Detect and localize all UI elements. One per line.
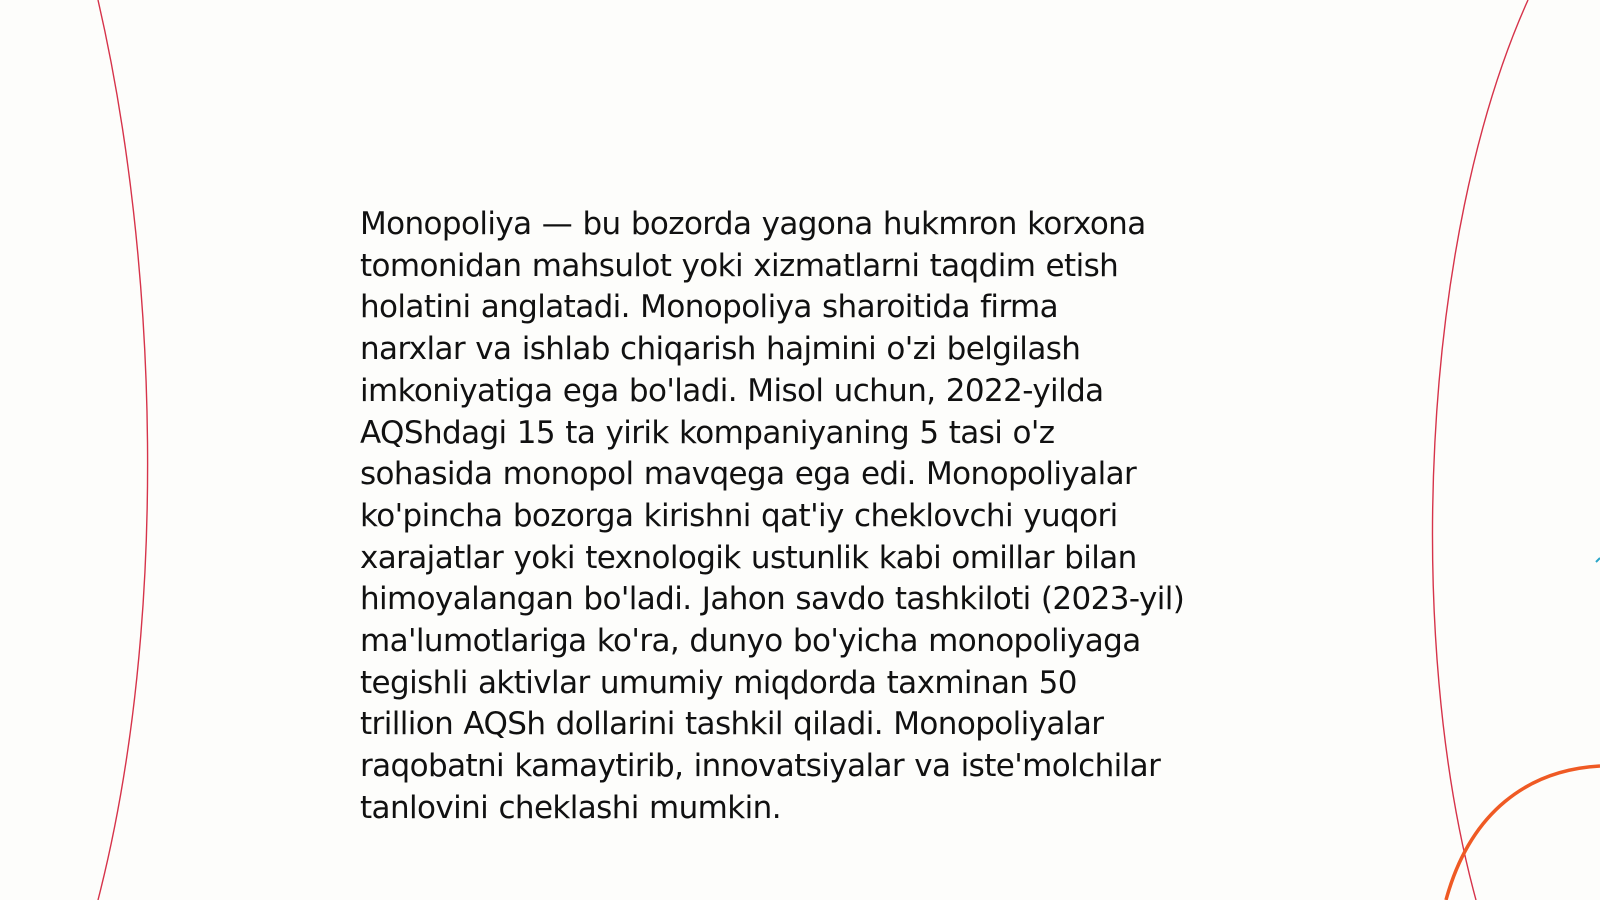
right-curve	[1433, 0, 1528, 900]
orange-arc	[1446, 766, 1600, 900]
left-curve	[98, 0, 148, 900]
slide-body-text: Monopoliya — bu bozorda yagona hukmron korxona tomonidan mahsulot yoki xizmatlarni taqdim etish holatini anglatadi. Monopoliya sharoitida firma narxlar va ishlab chiqarish hajmini o'zi belgilash imkoniyatiga ega bo'ladi. Misol uchun, 2022-yilda AQShdagi 15 ta yirik kompaniyaning 5 tasi o'z sohasida monopol mavqega ega edi. Monopoliyalar ko'pincha bozorga kirishni qat'iy cheklovchi yuqori xarajatlar yoki texnologik ustunlik kabi omillar bilan himoyalangan bo'ladi. Jahon savdo tashkiloti (2023-yil) ma'lumotlariga ko'ra, dunyo bo'yicha monopoliyaga tegishli aktivlar umumiy miqdorda taxminan 50 trillion AQSh dollarini tashkil qiladi. Monopoliyalar raqobatni kamaytirib, innovatsiyalar va iste'molchilar tanlovini cheklashi mumkin.	[360, 206, 1185, 826]
teal-accent	[1596, 558, 1600, 562]
